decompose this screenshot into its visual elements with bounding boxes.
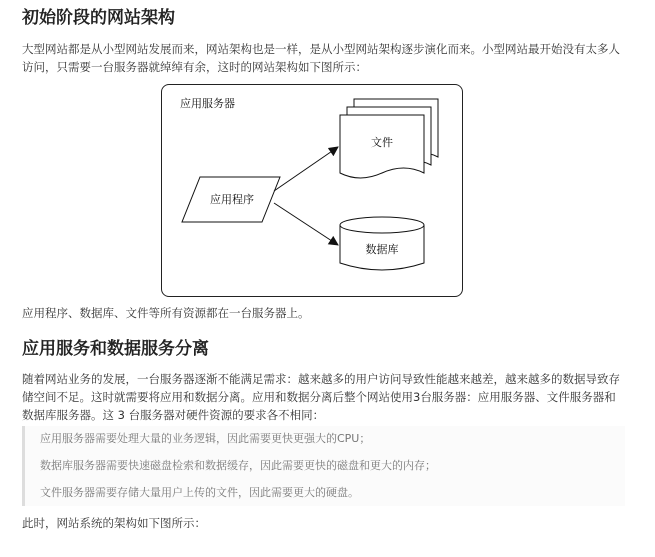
arrow-to-file bbox=[274, 147, 338, 191]
diagram-caption: 应用程序、数据库、文件等所有资源都在一台服务器上。 bbox=[22, 306, 310, 320]
app-program-label: 应用程序 bbox=[210, 193, 254, 206]
separation-paragraph: 随着网站业务的发展，一台服务器逐渐不能满足需求：越来越多的用户访问导致性能越来越差，越来越多的数据导致存储空间不足。这时就需要将应用和数据分离。应用和数据分离后整个网站使用3台服务器：应用服务器、文件服务器和数据库服务器。这 3 台服务器对硬件资源的要求各不相同： bbox=[22, 372, 620, 422]
requirements-quote bbox=[22, 426, 625, 506]
arrow-to-database bbox=[274, 203, 338, 245]
section-title-initial-architecture: 初始阶段的网站架构 bbox=[22, 8, 175, 28]
file-label: 文件 bbox=[371, 136, 393, 149]
quote-line-db-server: 数据库服务器需要快速磁盘检索和数据缓存，因此需要更快的磁盘和更大的内存； bbox=[40, 459, 436, 472]
intro-paragraph: 大型网站都是从小型网站发展而来，网站架构也是一样，是从小型网站架构逐步演化而来。小型网站最开始没有太多人访问，只需要一台服务器就绰绰有余，这时的网站架构如下图所示： bbox=[22, 42, 620, 74]
single-server-diagram bbox=[161, 84, 463, 297]
server-label: 应用服务器 bbox=[180, 97, 235, 110]
closing-paragraph: 此时，网站系统的架构如下图所示： bbox=[22, 516, 206, 530]
section-title-separation: 应用服务和数据服务分离 bbox=[22, 339, 209, 359]
quote-line-app-server: 应用服务器需要处理大量的业务逻辑，因此需要更快更强大的CPU； bbox=[40, 432, 371, 445]
database-label: 数据库 bbox=[365, 243, 399, 256]
diagram-canvas bbox=[162, 85, 462, 296]
quote-line-file-server: 文件服务器需要存储大量用户上传的文件，因此需要更大的硬盘。 bbox=[40, 486, 359, 499]
